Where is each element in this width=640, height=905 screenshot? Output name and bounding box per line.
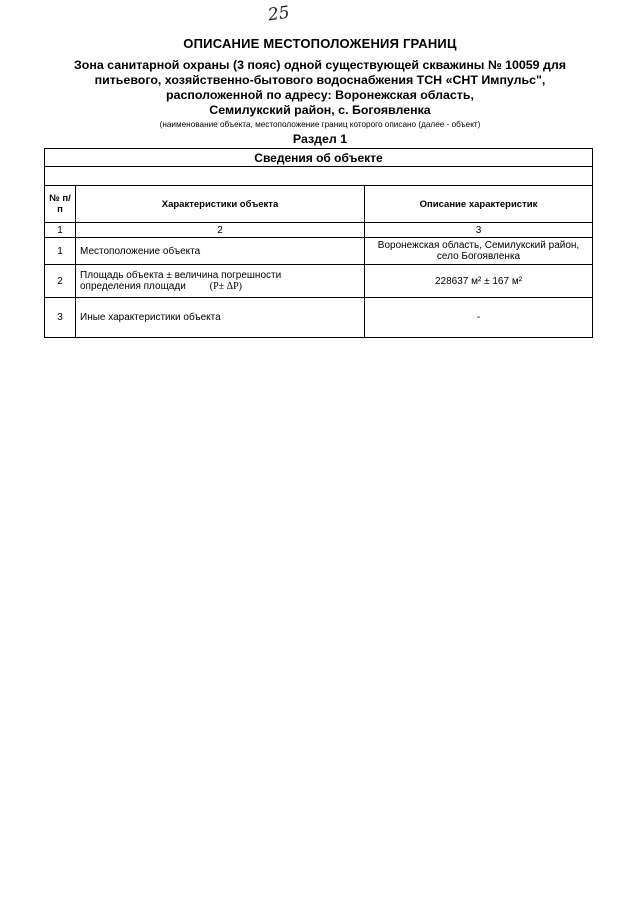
characteristic-line: определения площади [80,281,186,292]
col-header-num: № п/п [45,186,76,223]
row-characteristic: Местоположение объекта [76,238,365,265]
section-title: Раздел 1 [292,132,348,146]
blank-cell [45,167,593,186]
handwritten-page-number: 25 [266,2,291,26]
col-number: 3 [365,223,593,238]
row-characteristic [76,265,365,298]
table-row [45,265,593,298]
row-number: 2 [45,265,76,298]
column-number-row [45,223,593,238]
subtitle-line: расположенной по адресу: Воронежская область, [166,88,474,102]
subtitle-line: питьевого, хозяйственно-бытового водоснабжения ТСН «СНТ Импульс", [94,73,546,87]
table-blank-row [45,167,593,186]
col-number: 1 [45,223,76,238]
row-description: - [365,298,593,338]
object-info-table [44,148,593,338]
subtitle-line: Зона санитарной охраны (3 пояс) одной существующей скважины № 10059 для [74,58,566,72]
row-description: 228637 м² ± 167 м² [365,265,593,298]
object-caption: (наименование объекта, местоположение границ которого описано (далее - объект) [159,120,481,129]
col-number: 2 [76,223,365,238]
table-row [45,298,593,338]
row-number: 1 [45,238,76,265]
table-row [45,238,593,265]
characteristic-line: Площадь объекта ± величина погрешности [80,270,282,281]
table-heading: Сведения об объекте [45,149,593,167]
col-header-description: Описание характеристик [365,186,593,223]
area-formula: (P± ΔP) [209,281,242,292]
row-characteristic: Иные характеристики объекта [76,298,365,338]
object-description [40,58,600,118]
column-header-row [45,186,593,223]
characteristic-line-wrap [80,281,360,292]
col-header-characteristic: Характеристики объекта [76,186,365,223]
row-description: Воронежская область, Семилукский район, село Богоявленка [365,238,593,265]
row-number: 3 [45,298,76,338]
table-heading-row [45,149,593,167]
document-title: ОПИСАНИЕ МЕСТОПОЛОЖЕНИЯ ГРАНИЦ [183,36,457,51]
subtitle-line: Семилукский район, с. Богоявленка [209,103,431,117]
